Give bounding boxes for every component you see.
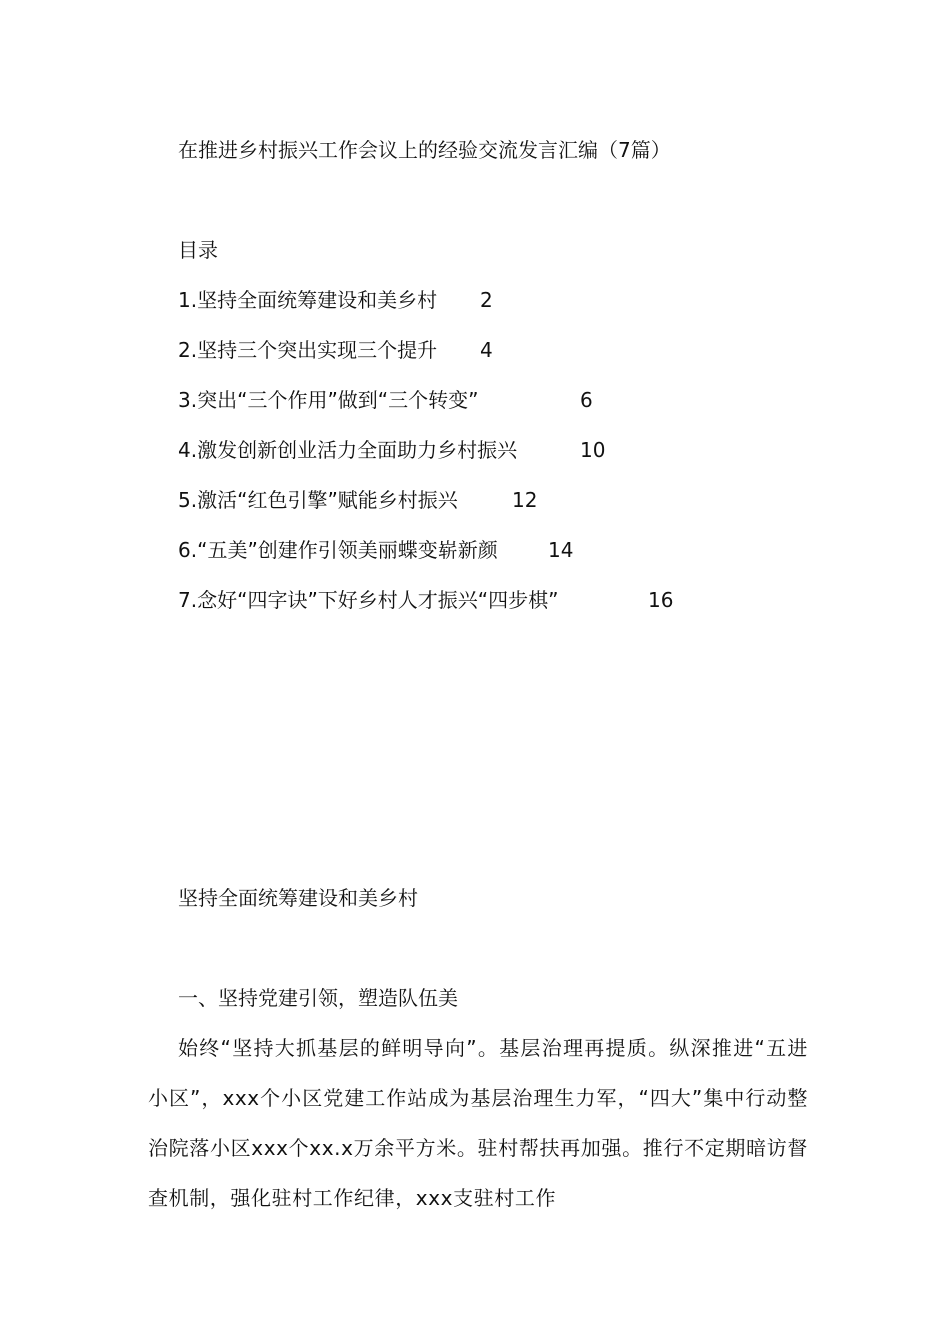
toc-item-label: 5.激活“红色引擎”赋能乡村振兴 [178,488,458,512]
toc-item[interactable] [178,386,593,414]
toc-item-page: 4 [480,338,493,362]
toc-item[interactable] [178,286,493,314]
body-paragraph: 始终“坚持大抓基层的鲜明导向”。基层治理再提质。纵深推进“五进小区”，xxx个小区党建工作站成为基层治理生力军，“四大”集中行动整治院落小区xxx个xx.x万余平方米。驻村帮扶再加强。推行不定期暗访督查机制，强化驻村工作纪律，xxx支驻村工作 [148,1036,808,1210]
toc-heading: 目录 [178,238,218,262]
toc-item-page: 12 [512,488,538,512]
toc-item-page: 16 [648,588,674,612]
toc-item[interactable] [178,486,538,514]
toc-item-label: 4.激发创新创业活力全面助力乡村振兴 [178,438,518,462]
section-heading: 一、坚持党建引领，塑造队伍美 [178,986,458,1010]
toc-item-label: 2.坚持三个突出实现三个提升 [178,338,438,362]
toc-item[interactable] [178,436,606,464]
toc-item-label: 6.“五美”创建作引领美丽蝶变崭新颜 [178,538,498,562]
toc-item[interactable] [178,586,674,614]
toc-item[interactable] [178,536,574,564]
document-title: 在推进乡村振兴工作会议上的经验交流发言汇编（7篇） [178,138,671,162]
toc-item-page: 10 [580,438,606,462]
toc-item-label: 3.突出“三个作用”做到“三个转变” [178,388,479,412]
toc-item-label: 7.念好“四字诀”下好乡村人才振兴“四步棋” [178,588,559,612]
toc-item-page: 14 [548,538,574,562]
article-title: 坚持全面统筹建设和美乡村 [178,886,418,910]
toc-item-label: 1.坚持全面统筹建设和美乡村 [178,288,438,312]
toc-item[interactable] [178,336,493,364]
toc-item-page: 6 [580,388,593,412]
toc-item-page: 2 [480,288,493,312]
